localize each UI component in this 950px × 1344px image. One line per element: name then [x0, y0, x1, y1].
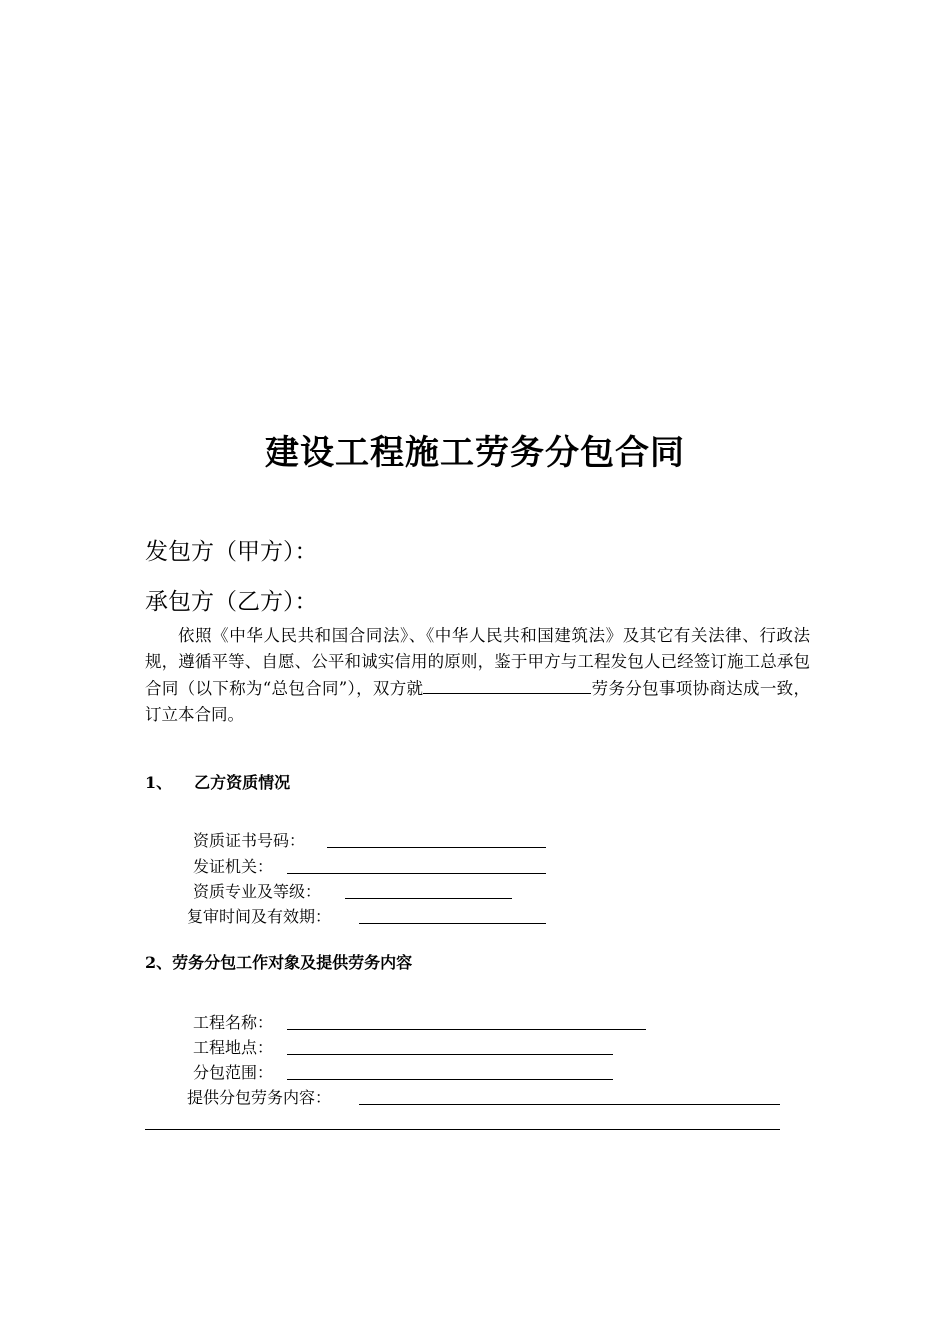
field-labor-content-label: 提供分包劳务内容： — [187, 1088, 332, 1107]
party-b-label: 承包方（乙方）： — [145, 589, 318, 615]
field-issuer-label: 发证机关： — [193, 857, 274, 876]
field-labor-content-blank-continued[interactable] — [145, 1129, 780, 1130]
field-review-blank[interactable] — [359, 923, 546, 924]
field-qualification-label: 资质专业及等级： — [193, 882, 322, 901]
field-cert-number-blank[interactable] — [327, 847, 546, 848]
field-project-name-blank[interactable] — [287, 1029, 646, 1030]
field-subcontract-scope-label: 分包范围： — [193, 1063, 274, 1082]
section2-heading: 2、劳务分包工作对象及提供劳务内容 — [145, 953, 413, 972]
section1-title: 乙方资质情况 — [194, 773, 291, 792]
field-project-name-label: 工程名称： — [193, 1013, 274, 1032]
field-subcontract-scope-blank[interactable] — [287, 1079, 613, 1080]
section1-number: 1、 — [145, 773, 173, 792]
intro-text-before: 依照《中华人民共和国合同法》、《中华人民共和国建筑法》及其它有关法律、行政法规，遵循平等、自愿、公平和诚实信用的原则，鉴于甲方与工程发包人已经签订施工总承包合同（以下称为“总包合同”），双方就 — [145, 626, 810, 698]
field-labor-content-blank[interactable] — [359, 1104, 780, 1105]
field-qualification-blank[interactable] — [345, 898, 512, 899]
document-title: 建设工程施工劳务分包合同 — [265, 433, 685, 473]
field-cert-number-label: 资质证书号码： — [193, 831, 306, 850]
field-issuer-blank[interactable] — [287, 873, 546, 874]
intro-paragraph — [145, 623, 810, 728]
field-project-location-label: 工程地点： — [193, 1038, 274, 1057]
field-project-location-blank[interactable] — [287, 1054, 613, 1055]
intro-text-after: 劳务分包事项协商达成一致，订立本合同。 — [145, 679, 811, 724]
field-review-label: 复审时间及有效期： — [187, 907, 332, 926]
section1-heading — [145, 770, 290, 793]
project-name-blank[interactable] — [423, 675, 591, 694]
party-a-label: 发包方（甲方）： — [145, 539, 318, 565]
